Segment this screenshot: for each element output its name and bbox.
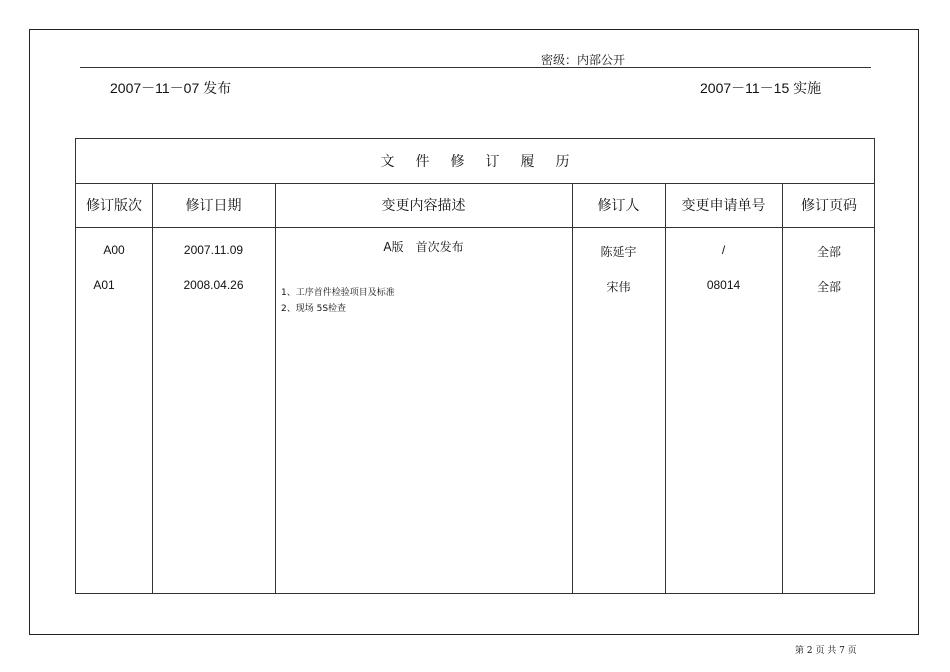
row-date: 2007.11.09 [183,243,244,257]
row-description-line: 2、现场 5S检查 [281,304,347,314]
row-reviser: 宋伟 [606,280,631,294]
row-version: A00 [103,243,125,257]
row-pages: 全部 [816,280,841,294]
column-header-request-no: 变更申请单号 [681,198,766,214]
issue-date: 2007－11－07 发布 [110,80,232,96]
header-divider [76,227,874,228]
table-title: 文件修订履历 [380,154,591,170]
row-request-no: / [721,243,726,257]
column-header-pages: 修订页码 [801,198,857,214]
row-date: 2008.04.26 [183,278,244,292]
header-rule [80,67,871,68]
column-header-date: 修订日期 [185,198,242,214]
secret-level: 密级：内部公开 [541,53,626,67]
revision-history-table [75,138,875,594]
row-reviser: 陈延宇 [600,245,637,259]
row-description: A版 首次发布 [383,240,464,254]
column-header-description: 变更内容描述 [381,198,466,214]
row-description-line: 1、工序首件检验项目及标准 [281,288,395,298]
column-header-reviser: 修订人 [597,198,640,214]
row-version: A01 [93,278,115,292]
page-number: 第 2 页 共 7 页 [795,646,857,656]
implement-date: 2007－11－15 实施 [700,80,822,96]
column-header-version: 修订版次 [86,198,142,214]
row-request-no: 08014 [706,278,741,292]
row-pages: 全部 [816,245,841,259]
